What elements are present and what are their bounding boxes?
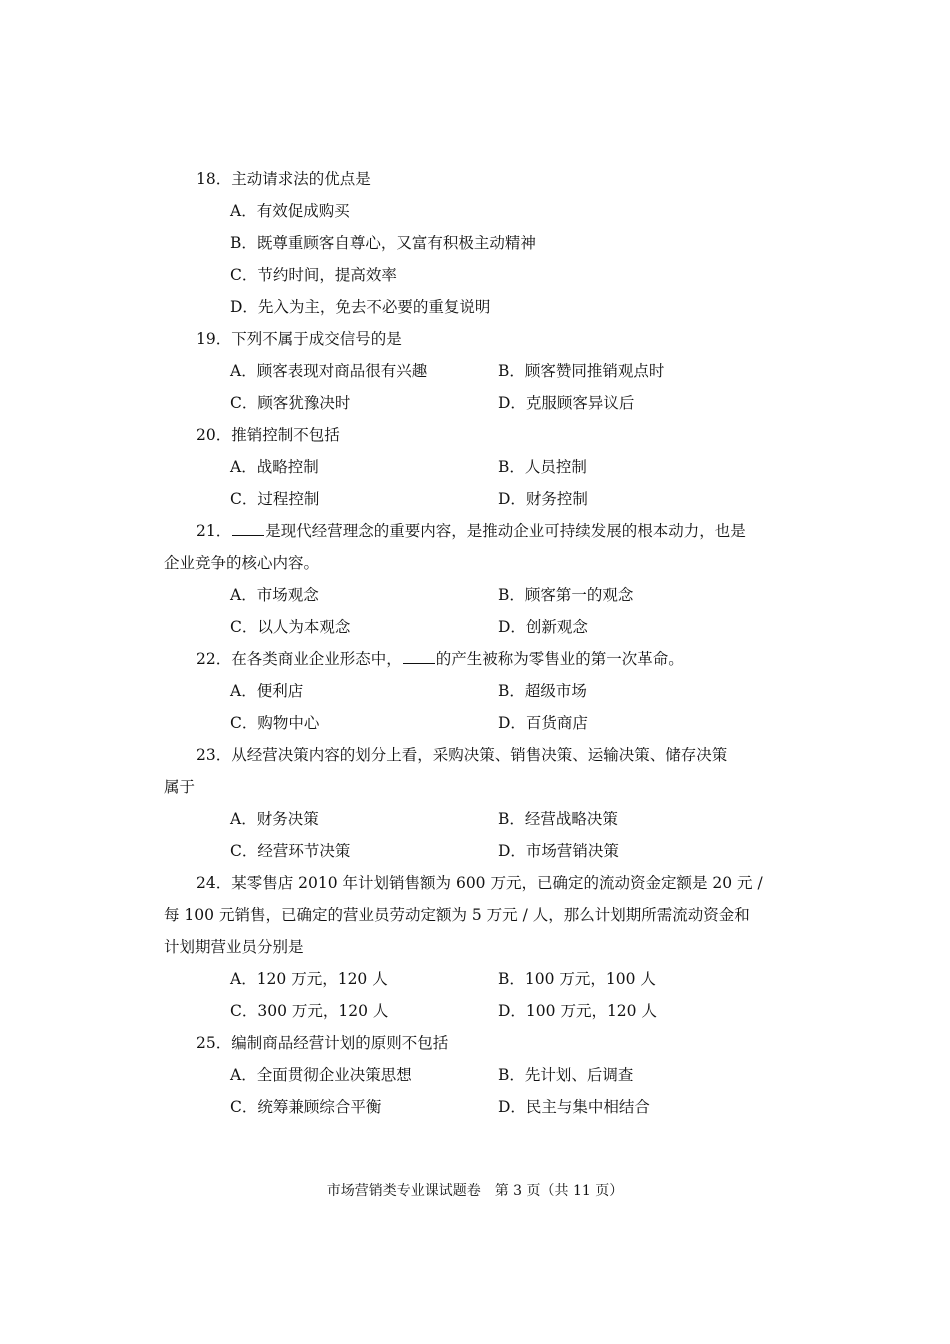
question-24-stem: 24．某零售店 2010 年计划销售额为 600 万元，已确定的流动资金定额是 20 元 / <box>196 874 763 892</box>
fill-in-blank <box>232 521 264 536</box>
question-22-stem <box>196 649 684 669</box>
question-22-stem-post: 的产生被称为零售业的第一次革命。 <box>435 650 684 668</box>
question-23-option-b: B．经营战略决策 <box>498 810 618 828</box>
question-25-option-d: D．民主与集中相结合 <box>498 1098 650 1116</box>
question-18-option-b: B．既尊重顾客自尊心，又富有积极主动精神 <box>230 234 536 252</box>
question-24-option-b: B．100 万元，100 人 <box>498 970 656 988</box>
question-23-option-a: A．财务决策 <box>230 810 319 828</box>
question-21-option-b: B．顾客第一的观念 <box>498 586 634 604</box>
question-21-stem-text: 是现代经营理念的重要内容，是推动企业可持续发展的根本动力，也是 <box>265 522 746 540</box>
question-23-option-c: C．经营环节决策 <box>230 842 351 860</box>
question-22-stem-pre: 22．在各类商业企业形态中， <box>196 650 402 668</box>
question-18-option-d: D．先入为主，免去不必要的重复说明 <box>230 298 491 316</box>
question-24-stem-line2: 每 100 元销售，已确定的营业员劳动定额为 5 万元 / 人，那么计划期所需流动资金和 <box>164 906 750 924</box>
question-19-option-d: D．克服顾客异议后 <box>498 394 635 412</box>
question-23-stem: 23．从经营决策内容的划分上看，采购决策、销售决策、运输决策、储存决策 <box>196 746 728 764</box>
question-25-option-a: A．全面贯彻企业决策思想 <box>230 1066 412 1084</box>
question-20-option-a: A．战略控制 <box>230 458 319 476</box>
question-21-stem <box>196 521 746 541</box>
fill-in-blank <box>403 649 435 664</box>
question-20-option-b: B．人员控制 <box>498 458 587 476</box>
question-20-option-d: D．财务控制 <box>498 490 588 508</box>
question-21-number: 21． <box>196 522 232 540</box>
question-23-option-d: D．市场营销决策 <box>498 842 619 860</box>
question-20-option-c: C．过程控制 <box>230 490 320 508</box>
question-19-option-b: B．顾客赞同推销观点时 <box>498 362 665 380</box>
question-23-stem-line2: 属于 <box>164 778 196 796</box>
question-25-option-b: B．先计划、后调查 <box>498 1066 634 1084</box>
question-21-option-a: A．市场观念 <box>230 586 319 604</box>
question-24-option-d: D．100 万元，120 人 <box>498 1002 657 1020</box>
question-22-option-a: A．便利店 <box>230 682 304 700</box>
question-21-option-d: D．创新观念 <box>498 618 588 636</box>
question-24-option-a: A．120 万元，120 人 <box>230 970 388 988</box>
question-24-stem-line3: 计划期营业员分别是 <box>164 938 304 956</box>
question-22-option-d: D．百货商店 <box>498 714 588 732</box>
question-21-option-c: C．以人为本观念 <box>230 618 351 636</box>
question-21-stem-line2: 企业竞争的核心内容。 <box>164 554 320 572</box>
question-22-option-c: C．购物中心 <box>230 714 320 732</box>
question-19-option-c: C．顾客犹豫决时 <box>230 394 351 412</box>
page-footer: 市场营销类专业课试题卷 第 3 页（共 11 页） <box>326 1183 624 1199</box>
question-24-option-c: C．300 万元，120 人 <box>230 1002 389 1020</box>
question-20-stem: 20．推销控制不包括 <box>196 426 340 444</box>
question-25-option-c: C．统筹兼顾综合平衡 <box>230 1098 382 1116</box>
question-25-stem: 25．编制商品经营计划的原则不包括 <box>196 1034 449 1052</box>
question-18-option-a: A．有效促成购买 <box>230 202 350 220</box>
question-18-stem: 18．主动请求法的优点是 <box>196 170 371 188</box>
question-18-option-c: C．节约时间，提高效率 <box>230 266 397 284</box>
question-19-stem: 19．下列不属于成交信号的是 <box>196 330 402 348</box>
question-19-option-a: A．顾客表现对商品很有兴趣 <box>230 362 428 380</box>
question-22-option-b: B．超级市场 <box>498 682 587 700</box>
